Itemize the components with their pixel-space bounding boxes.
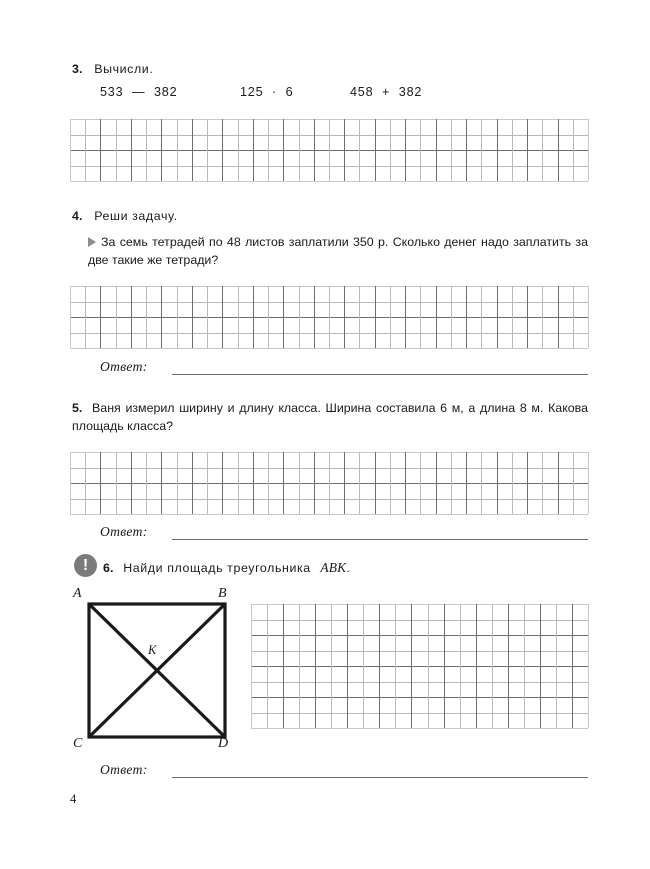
grid-line-vertical <box>359 452 360 514</box>
task-3-worksheet-grid[interactable] <box>70 119 588 181</box>
grid-line-vertical <box>420 286 421 348</box>
grid-line-vertical <box>481 119 482 181</box>
grid-line-vertical <box>207 452 208 514</box>
task-3-heading <box>72 61 153 78</box>
intersection-label-k: K <box>148 643 157 657</box>
grid-line-vertical <box>436 452 437 514</box>
grid-line-vertical <box>161 286 162 348</box>
grid-line-vertical <box>267 604 268 728</box>
grid-line-vertical <box>253 119 254 181</box>
grid-line-vertical <box>492 604 493 728</box>
grid-line-vertical <box>238 119 239 181</box>
grid-line-vertical <box>481 286 482 348</box>
grid-line-horizontal <box>70 514 588 515</box>
grid-line-vertical <box>85 119 86 181</box>
grid-line-vertical <box>466 452 467 514</box>
grid-line-vertical <box>405 119 406 181</box>
grid-line-vertical <box>359 119 360 181</box>
grid-line-vertical <box>420 119 421 181</box>
grid-line-horizontal <box>251 728 588 729</box>
grid-line-vertical <box>268 286 269 348</box>
grid-line-vertical <box>85 286 86 348</box>
task-5-worksheet-grid[interactable] <box>70 452 588 514</box>
exclamation-icon: ! <box>82 556 89 574</box>
grid-line-vertical <box>283 119 284 181</box>
grid-line-vertical <box>192 119 193 181</box>
grid-line-vertical <box>207 286 208 348</box>
grid-line-vertical <box>466 119 467 181</box>
grid-line-vertical <box>177 119 178 181</box>
expression-1: 533 — 382 <box>100 85 178 99</box>
grid-line-vertical <box>177 286 178 348</box>
grid-line-vertical <box>70 452 71 514</box>
grid-line-vertical <box>329 286 330 348</box>
grid-line-vertical <box>436 119 437 181</box>
grid-line-vertical <box>558 119 559 181</box>
grid-line-vertical <box>359 286 360 348</box>
expression-3: 458 + 382 <box>350 85 423 99</box>
page-number: 4 <box>70 792 77 806</box>
grid-line-vertical <box>238 286 239 348</box>
grid-line-vertical <box>556 604 557 728</box>
grid-line-vertical <box>283 604 284 728</box>
grid-line-vertical <box>161 452 162 514</box>
grid-line-vertical <box>192 452 193 514</box>
grid-line-horizontal <box>251 604 588 605</box>
grid-line-vertical <box>251 604 252 728</box>
grid-line-vertical <box>542 119 543 181</box>
grid-line-vertical <box>299 452 300 514</box>
grid-line-vertical <box>70 119 71 181</box>
grid-line-vertical <box>497 119 498 181</box>
vertex-label-b: B <box>218 586 227 601</box>
attention-badge <box>74 554 97 577</box>
grid-line-vertical <box>329 452 330 514</box>
grid-line-vertical <box>379 604 380 728</box>
task-4-answer-label: Ответ: <box>100 359 148 374</box>
grid-line-vertical <box>573 452 574 514</box>
grid-line-vertical <box>512 452 513 514</box>
grid-line-vertical <box>131 452 132 514</box>
task-6-number: 6. <box>103 561 114 575</box>
grid-line-vertical <box>131 286 132 348</box>
task-5-answer-label: Ответ: <box>100 524 148 539</box>
grid-line-horizontal <box>251 666 588 667</box>
vertex-label-c: C <box>73 736 83 751</box>
grid-line-horizontal <box>251 713 588 714</box>
grid-line-vertical <box>572 604 573 728</box>
grid-line-vertical <box>329 119 330 181</box>
grid-line-vertical <box>222 452 223 514</box>
grid-line-horizontal <box>251 682 588 683</box>
grid-line-vertical <box>527 119 528 181</box>
grid-line-vertical <box>177 452 178 514</box>
grid-line-horizontal <box>251 635 588 636</box>
task-6-heading <box>103 559 350 577</box>
grid-line-horizontal <box>251 620 588 621</box>
task-5-number: 5. <box>72 401 83 415</box>
grid-line-vertical <box>299 286 300 348</box>
grid-line-vertical <box>314 286 315 348</box>
grid-line-vertical <box>146 286 147 348</box>
task-5-problem-text: Ваня измерил ширину и длину класса. Ширина составила 6 м, а длина 8 м. Какова площадь класса? <box>72 401 588 433</box>
grid-line-vertical <box>238 452 239 514</box>
grid-line-vertical <box>542 286 543 348</box>
grid-line-vertical <box>100 119 101 181</box>
grid-line-vertical <box>268 452 269 514</box>
grid-line-vertical <box>253 452 254 514</box>
grid-line-vertical <box>283 286 284 348</box>
task-5-answer-line[interactable] <box>172 539 588 540</box>
grid-line-horizontal <box>251 651 588 652</box>
grid-line-horizontal <box>70 181 588 182</box>
grid-line-vertical <box>299 604 300 728</box>
grid-line-vertical <box>100 452 101 514</box>
grid-line-vertical <box>512 286 513 348</box>
grid-line-horizontal <box>251 697 588 698</box>
task-3-title: Вычисли. <box>94 62 154 76</box>
grid-line-vertical <box>411 604 412 728</box>
grid-line-vertical <box>344 119 345 181</box>
grid-line-vertical <box>253 286 254 348</box>
grid-line-vertical <box>542 452 543 514</box>
grid-line-vertical <box>466 286 467 348</box>
grid-line-vertical <box>512 119 513 181</box>
grid-line-vertical <box>558 286 559 348</box>
grid-line-vertical <box>222 286 223 348</box>
grid-line-vertical <box>573 286 574 348</box>
grid-line-vertical <box>527 452 528 514</box>
task-6-answer-line[interactable] <box>172 777 588 778</box>
task-4-title: Реши задачу. <box>94 209 178 223</box>
square-with-diagonals-svg <box>60 586 245 751</box>
grid-line-vertical <box>331 604 332 728</box>
grid-line-vertical <box>100 286 101 348</box>
grid-line-vertical <box>524 604 525 728</box>
grid-line-vertical <box>207 119 208 181</box>
grid-line-vertical <box>116 119 117 181</box>
grid-line-vertical <box>146 452 147 514</box>
task-5-problem <box>72 400 588 435</box>
task-4-problem-text: За семь тетрадей по 48 листов заплатили 350 р. Сколько денег надо заплатить за две такие же тетради? <box>88 235 588 267</box>
grid-line-vertical <box>588 452 589 514</box>
grid-line-vertical <box>436 286 437 348</box>
grid-line-vertical <box>375 452 376 514</box>
grid-line-vertical <box>375 286 376 348</box>
grid-line-vertical <box>558 452 559 514</box>
grid-line-vertical <box>314 119 315 181</box>
grid-line-vertical <box>161 119 162 181</box>
grid-line-vertical <box>481 452 482 514</box>
grid-line-vertical <box>390 119 391 181</box>
task-4-answer-line[interactable] <box>172 374 588 375</box>
grid-line-vertical <box>146 119 147 181</box>
grid-line-vertical <box>395 604 396 728</box>
grid-line-vertical <box>405 286 406 348</box>
grid-line-vertical <box>476 604 477 728</box>
grid-line-vertical <box>70 286 71 348</box>
grid-line-vertical <box>268 119 269 181</box>
grid-line-vertical <box>116 452 117 514</box>
grid-line-vertical <box>588 604 589 728</box>
grid-line-vertical <box>315 604 316 728</box>
grid-line-vertical <box>451 119 452 181</box>
grid-line-vertical <box>192 286 193 348</box>
task-6-title-end: . <box>346 561 350 575</box>
grid-line-vertical <box>588 286 589 348</box>
grid-line-vertical <box>222 119 223 181</box>
grid-line-vertical <box>451 452 452 514</box>
vertex-label-a: A <box>73 586 82 601</box>
grid-line-vertical <box>588 119 589 181</box>
grid-line-vertical <box>299 119 300 181</box>
grid-line-vertical <box>344 286 345 348</box>
geometry-figure <box>60 586 245 751</box>
grid-line-vertical <box>347 604 348 728</box>
grid-line-vertical <box>573 119 574 181</box>
task-4-heading <box>72 208 178 225</box>
vertex-label-d: D <box>218 736 229 751</box>
task-4-problem <box>88 234 588 269</box>
grid-line-vertical <box>131 119 132 181</box>
grid-line-vertical <box>85 452 86 514</box>
grid-line-vertical <box>428 604 429 728</box>
task-6-worksheet-grid[interactable] <box>251 604 588 728</box>
grid-line-vertical <box>527 286 528 348</box>
grid-line-vertical <box>344 452 345 514</box>
grid-line-vertical <box>390 452 391 514</box>
grid-line-vertical <box>497 286 498 348</box>
grid-line-vertical <box>497 452 498 514</box>
triangle-bullet-icon <box>88 237 96 247</box>
grid-line-vertical <box>451 286 452 348</box>
expression-2: 125 · 6 <box>240 85 294 99</box>
grid-line-vertical <box>314 452 315 514</box>
task-4-number: 4. <box>72 209 83 223</box>
grid-line-vertical <box>363 604 364 728</box>
task-6-answer-label: Ответ: <box>100 762 148 777</box>
grid-line-vertical <box>390 286 391 348</box>
grid-line-horizontal <box>70 348 588 349</box>
grid-line-vertical <box>405 452 406 514</box>
grid-line-vertical <box>283 452 284 514</box>
task-4-worksheet-grid[interactable] <box>70 286 588 348</box>
task-3-number: 3. <box>72 62 83 76</box>
grid-line-vertical <box>460 604 461 728</box>
task-6-title: Найди площадь треугольника <box>123 561 311 575</box>
task-6-figure-name: ABK <box>320 560 347 575</box>
grid-line-vertical <box>420 452 421 514</box>
grid-line-vertical <box>375 119 376 181</box>
grid-line-vertical <box>508 604 509 728</box>
grid-line-vertical <box>540 604 541 728</box>
grid-line-vertical <box>116 286 117 348</box>
grid-line-vertical <box>444 604 445 728</box>
